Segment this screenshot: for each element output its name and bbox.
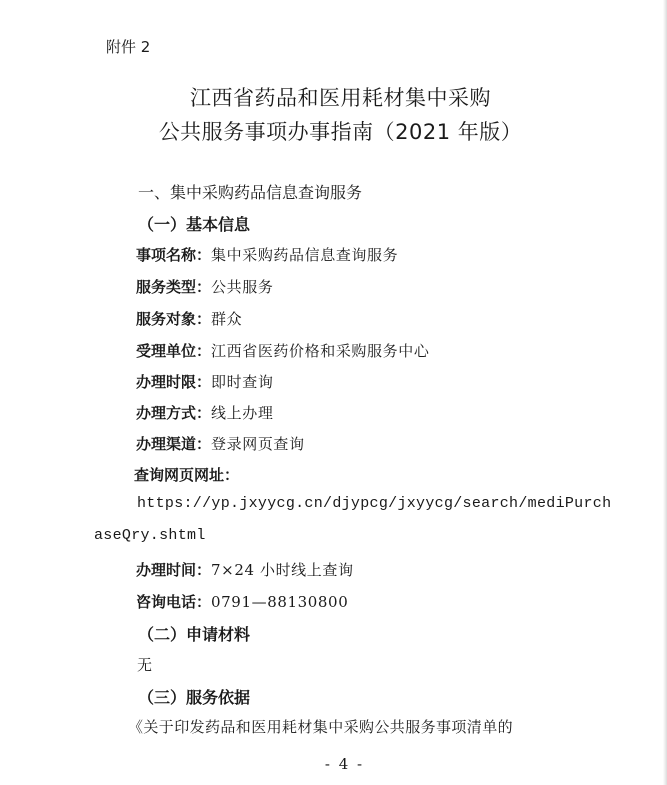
query-url-label: 查询网页网址： — [134, 466, 240, 484]
item-name-value: 集中采购药品信息查询服务 — [211, 246, 399, 264]
time-limit-value: 即时查询 — [211, 373, 274, 391]
handling-unit-value: 江西省医药价格和采购服务中心 — [211, 342, 430, 360]
handling-unit-label: 受理单位： — [136, 342, 212, 360]
channel-row — [136, 433, 305, 454]
service-type-value: 公共服务 — [211, 278, 274, 296]
time-limit-row — [136, 371, 273, 392]
channel-label: 办理渠道： — [136, 435, 212, 453]
query-url-line-1: https://yp.jxyycg.cn/djypcg/jxyycg/search/mediPurch — [137, 495, 612, 512]
service-target-value: 群众 — [211, 310, 243, 328]
service-type-label: 服务类型： — [136, 278, 212, 296]
hours-value: 7×24 小时线上查询 — [211, 561, 354, 579]
phone-row — [136, 591, 348, 612]
method-label: 办理方式： — [136, 404, 212, 422]
service-target-row — [136, 308, 242, 329]
page-edge-shadow — [663, 0, 667, 785]
method-value: 线上办理 — [211, 404, 274, 422]
method-row — [136, 402, 273, 423]
document-title-line-2: 公共服务事项办事指南（2021 年版） — [158, 120, 523, 144]
handling-unit-row — [136, 340, 429, 361]
service-target-label: 服务对象： — [136, 310, 212, 328]
materials-value: 无 — [137, 656, 153, 674]
item-name-row — [136, 244, 398, 265]
subsection-basic-info-heading: （一）基本信息 — [138, 215, 251, 234]
hours-row — [136, 559, 354, 580]
item-name-label: 事项名称： — [136, 246, 212, 264]
subsection-basis-heading: （三）服务依据 — [138, 688, 251, 707]
basis-text: 《关于印发药品和医用耗材集中采购公共服务事项清单的 — [128, 718, 514, 736]
service-type-row — [136, 276, 273, 297]
channel-value: 登录网页查询 — [211, 435, 305, 453]
query-url-line-2: aseQry.shtml — [94, 527, 206, 544]
time-limit-label: 办理时限： — [136, 373, 212, 391]
attachment-label: 附件 2 — [106, 38, 151, 56]
page-number: - 4 - — [324, 755, 365, 773]
phone-value: 0791—88130800 — [211, 593, 349, 611]
query-url-label-row — [134, 464, 239, 485]
section-heading: 一、集中采购药品信息查询服务 — [138, 183, 363, 202]
phone-label: 咨询电话： — [136, 593, 212, 611]
subsection-materials-heading: （二）申请材料 — [138, 625, 251, 644]
document-title-line-1: 江西省药品和医用耗材集中采购 — [190, 86, 491, 110]
hours-label: 办理时间： — [136, 561, 212, 579]
